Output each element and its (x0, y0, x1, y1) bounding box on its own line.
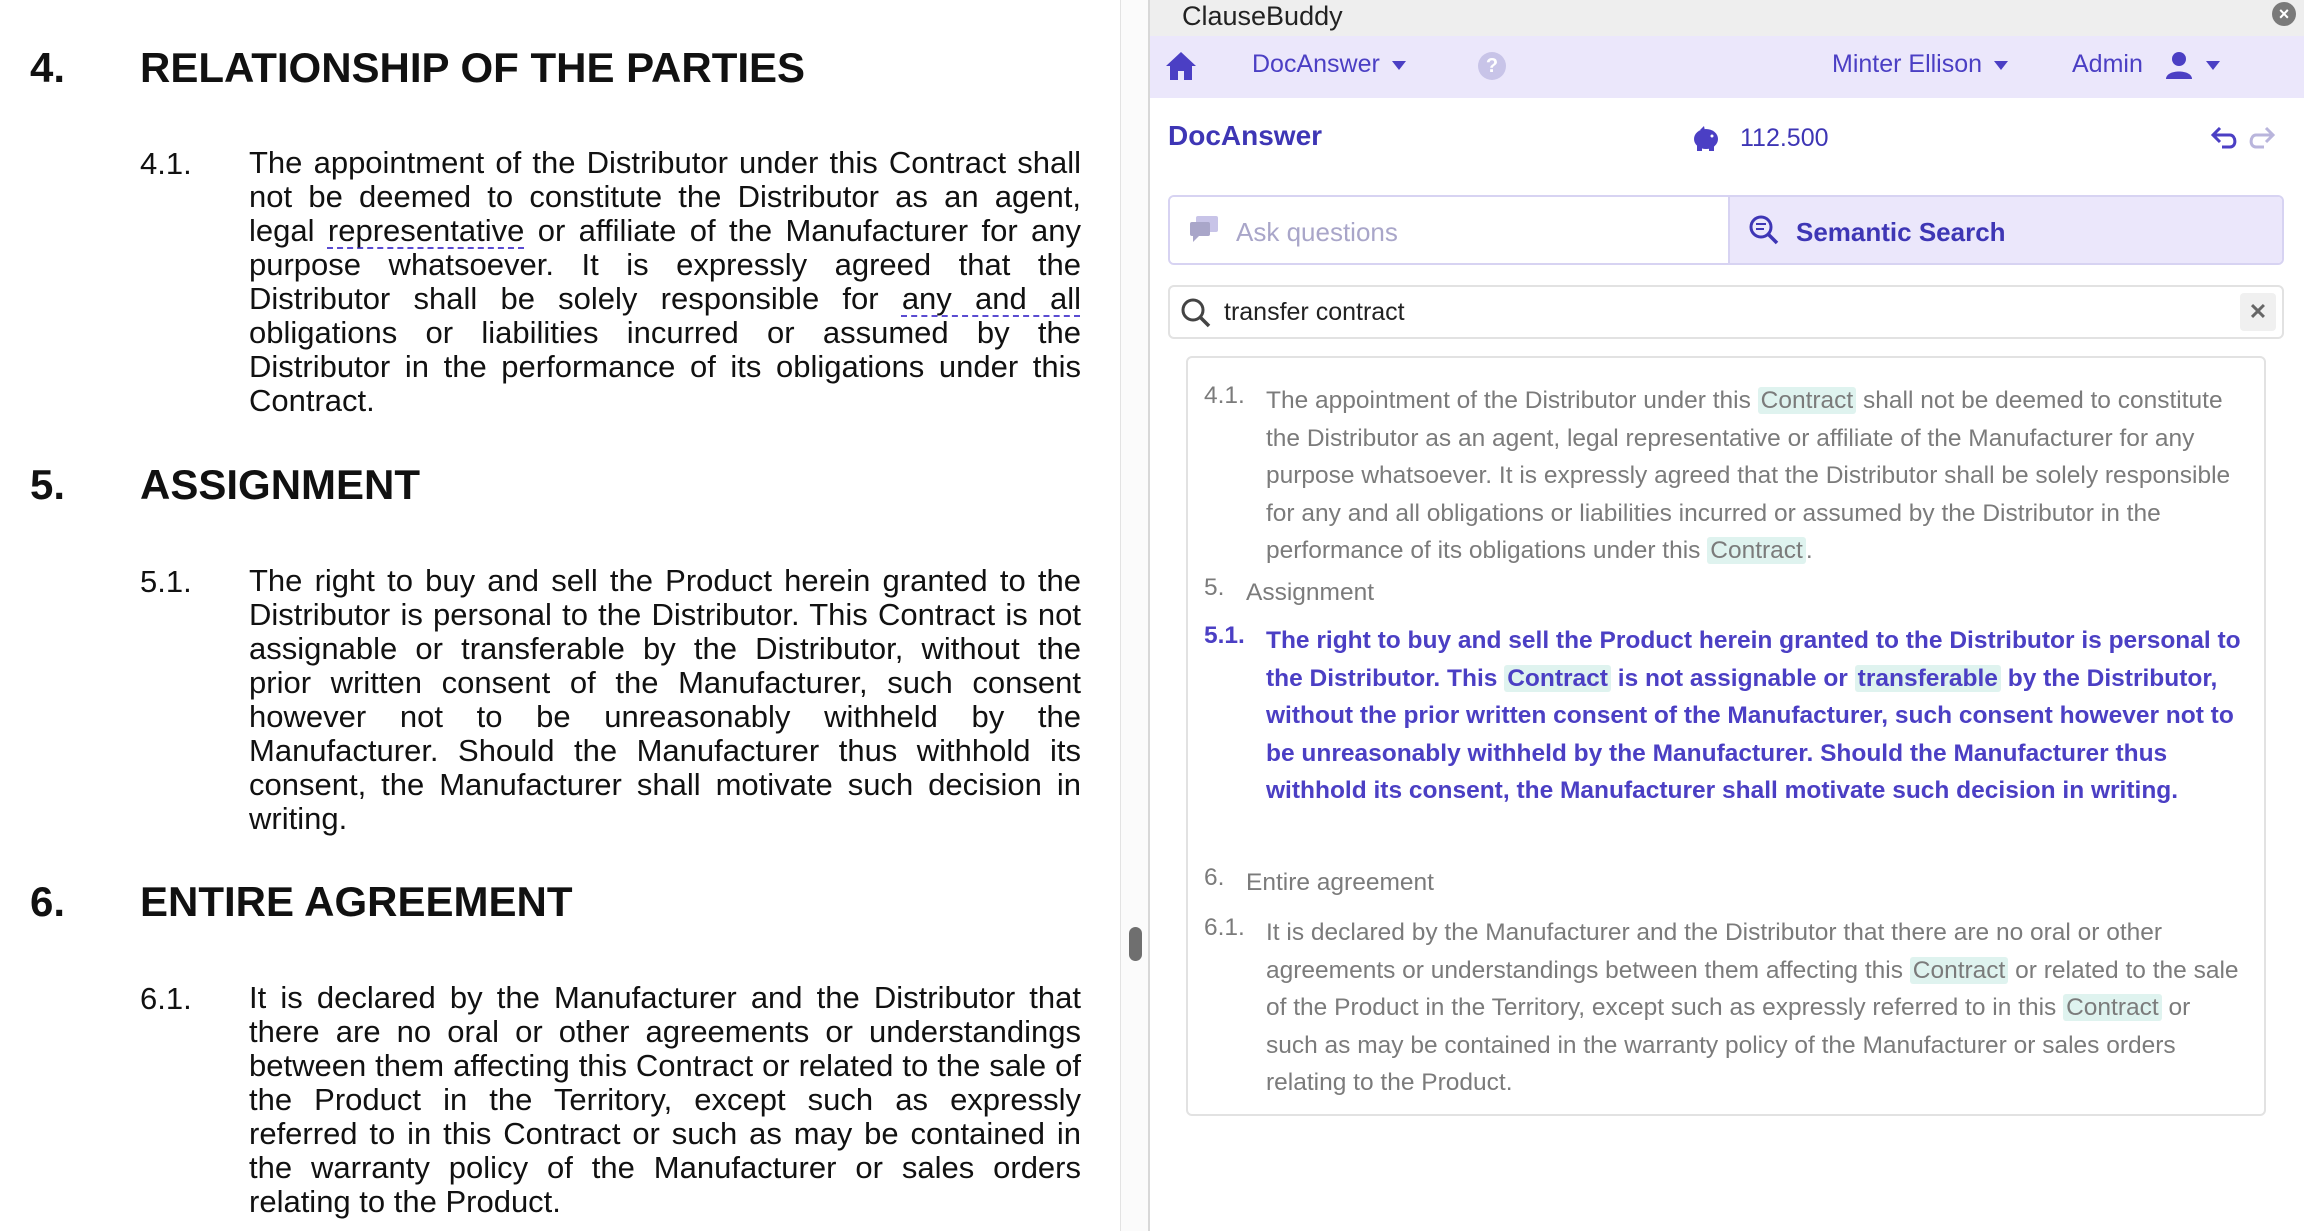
result-title: Assignment (1246, 579, 1375, 606)
mode-tabs (1168, 195, 2284, 265)
organization-dropdown[interactable] (1832, 50, 2008, 79)
organization-label: Minter Ellison (1832, 50, 1983, 78)
redo-icon[interactable] (2246, 124, 2276, 157)
result-number: 4.1. (1204, 382, 1245, 409)
result-number: 5.1. (1204, 622, 1245, 649)
subheader-title: DocAnswer (1168, 120, 1323, 151)
module-label: DocAnswer (1252, 50, 1380, 78)
clause-text: The appointment of the Distributor under this Contract shall not be deemed to constitute the Distributor as an agent, legal representative or affiliate of the Manufacturer for any purpose whatsoever. It is expressly agreed that the Distributor shall be solely responsible for any and all obligations or liabilities incurred or assumed by the Distributor in the performance of its obligations under this Contract. (249, 145, 1082, 418)
tab-label: Ask questions (1236, 217, 1398, 247)
undo-icon[interactable] (2210, 124, 2240, 157)
chevron-down-icon (2206, 61, 2220, 70)
search-icon (1180, 297, 1212, 334)
chat-icon (1188, 214, 1220, 251)
clause-text: The right to buy and sell the Product herein granted to the Distributor is personal to the Distributor. This Contract is not assignable or transferable by the Distributor, without the prior written consent of the Manufacturer, such consent however not to be unreasonably withheld by the Manufacturer. Should the Manufacturer thus withhold its consent, the Manufacturer shall motivate such decision in writing. (249, 563, 1081, 836)
clause-number: 6.1. (140, 981, 192, 1016)
section-number: 6. (30, 878, 66, 925)
section-number: 4. (30, 44, 66, 91)
result-number: 6.1. (1204, 914, 1245, 941)
match-highlight: Contract (1910, 957, 2009, 984)
clause-text: It is declared by the Manufacturer and the Distributor that there are no oral or other agreements or understandings between them affecting this Contract or related to the sale of the Product in the Territory, except such as expressly referred to in this Contract or such as may be contained in the warranty policy of the Manufacturer or sales orders relating to the Product. (249, 980, 1081, 1219)
section-title: ENTIRE AGREEMENT (140, 878, 573, 925)
section-title: RELATIONSHIP OF THE PARTIES (140, 44, 806, 91)
clause-number: 4.1. (140, 146, 192, 181)
chevron-down-icon (1994, 61, 2008, 70)
piggy-bank-icon (1690, 124, 1722, 157)
match-highlight: Contract (1707, 537, 1806, 564)
search-box (1168, 285, 2284, 339)
home-icon[interactable] (1164, 50, 1198, 87)
search-input[interactable] (1224, 298, 2164, 327)
app-title: ClauseBuddy (1182, 1, 1343, 31)
section-title: ASSIGNMENT (140, 461, 421, 508)
user-menu[interactable] (2072, 50, 2220, 80)
module-dropdown[interactable] (1252, 50, 1406, 79)
result-text: The right to buy and sell the Product herein granted to the Distributor is personal to the Distributor. This Contract is not assignable or transferable by the Distributor, without the prior written consent of the Manufacturer, such consent however not to be unreasonably withheld by the Manufacturer. Should the Manufacturer thus withhold its consent, the Manufacturer shall motivate such decision in writing. (1266, 627, 2241, 804)
clear-search-button[interactable] (2240, 293, 2276, 331)
credit-balance: 112.500 (1740, 124, 1829, 152)
match-highlight: transferable (1855, 665, 2001, 692)
spelling-suggestion[interactable]: representative (327, 213, 525, 248)
splitter-handle[interactable] (1129, 927, 1142, 961)
search-results[interactable] (1186, 356, 2266, 1116)
result-text: The appointment of the Distributor under this Contract shall not be deemed to constitute the Distributor as an agent, legal representative or affiliate of the Manufacturer for any purpose whatsoever. It is expressly agreed that the Distributor shall be solely responsible for any and all obligations or liabilities incurred or assumed by the Distributor in the performance of its obligations under this Contract . (1266, 387, 2231, 564)
close-icon: × (2278, 4, 2290, 24)
tab-semantic-search[interactable] (1728, 197, 2284, 263)
result-title: Entire agreement (1246, 869, 1434, 896)
result-text: It is declared by the Manufacturer and the Distributor that there are no oral or other agreements or understandings between them affecting this Contract or related to the sale of the Product in the Territory, except such as expressly referred to in this Contract or such as may be contained in the warranty policy of the Manufacturer or sales orders relating to the Product. (1266, 919, 2239, 1096)
tab-ask-questions[interactable] (1170, 197, 1728, 263)
style-suggestion[interactable]: any and all (901, 281, 1081, 316)
clause-number: 5.1. (140, 564, 192, 599)
document-pane[interactable] (0, 0, 1120, 1231)
search-document-icon (1748, 214, 1780, 253)
tab-label: Semantic Search (1796, 217, 2006, 247)
close-panel-button[interactable] (2272, 2, 2296, 26)
user-label: Admin (2072, 50, 2143, 78)
match-highlight: Contract (1758, 387, 1857, 414)
clausebuddy-panel (1150, 0, 2304, 1231)
close-icon: ✕ (2248, 299, 2268, 324)
pane-splitter[interactable] (1120, 0, 1150, 1231)
chevron-down-icon (1392, 61, 1406, 70)
match-highlight: Contract (2063, 994, 2162, 1021)
section-number: 5. (30, 461, 66, 508)
panel-titlebar (1150, 0, 2304, 36)
navbar (1150, 36, 2304, 98)
user-icon (2164, 50, 2194, 80)
result-number: 6. (1204, 864, 1225, 891)
match-highlight: Contract (1504, 665, 1611, 692)
result-number: 5. (1204, 574, 1225, 601)
help-icon[interactable]: ? (1478, 52, 1506, 80)
